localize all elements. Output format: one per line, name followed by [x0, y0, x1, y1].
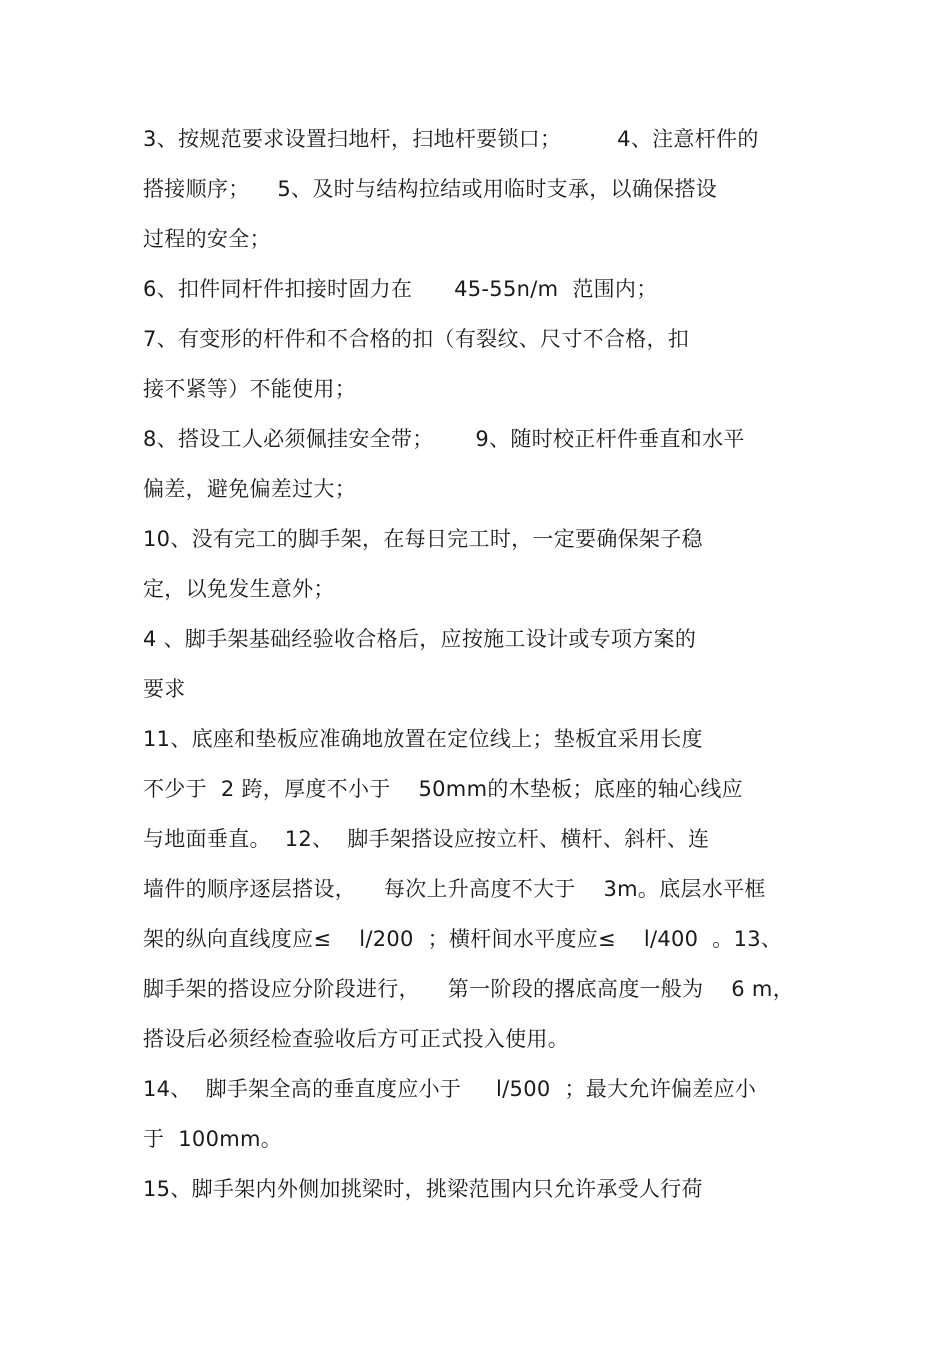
text-line: 6、扣件同杆件扣接时固力在 45-55n/m 范围内； — [143, 277, 658, 301]
text-line: 搭接顺序； 5、及时与结构拉结或用临时支承，以确保搭设 — [143, 177, 718, 201]
text-line: 3、按规范要求设置扫地杆，扫地杆要锁口； 4、注意杆件的 — [143, 127, 759, 151]
text-line: 接不紧等）不能使用； — [143, 377, 356, 401]
document-body — [143, 121, 843, 1221]
text-line: 8、搭设工人必须佩挂安全带； 9、随时校正杆件垂直和水平 — [143, 427, 745, 451]
text-line: 14、 脚手架全高的垂直度应小于 l/500 ；最大允许偏差应小 — [143, 1077, 757, 1101]
text-line: 于 100mm。 — [143, 1127, 283, 1151]
text-line: 搭设后必须经检查验收后方可正式投入使用。 — [143, 1027, 569, 1051]
text-line: 要求 — [143, 677, 186, 701]
text-line: 10、没有完工的脚手架，在每日完工时，一定要确保架子稳 — [143, 527, 703, 551]
text-line: 7、有变形的杆件和不合格的扣（有裂纹、尺寸不合格，扣 — [143, 327, 690, 351]
text-line: 不少于 2 跨，厚度不小于 50mm的木垫板；底座的轴心线应 — [143, 777, 743, 801]
text-line: 脚手架的搭设应分阶段进行， 第一阶段的撂底高度一般为 6 m， — [143, 977, 794, 1001]
text-line: 定，以免发生意外； — [143, 577, 335, 601]
text-line: 偏差，避免偏差过大； — [143, 477, 356, 501]
text-line: 过程的安全； — [143, 227, 271, 251]
text-line: 15、脚手架内外侧加挑梁时，挑梁范围内只允许承受人行荷 — [143, 1177, 703, 1201]
text-line: 墙件的顺序逐层搭设， 每次上升高度不大于 3m。底层水平框 — [143, 877, 766, 901]
text-line: 4 、脚手架基础经验收合格后，应按施工设计或专项方案的 — [143, 627, 697, 651]
text-line: 11、底座和垫板应准确地放置在定位线上；垫板宜采用长度 — [143, 727, 703, 751]
text-line: 与地面垂直。 12、 脚手架搭设应按立杆、横杆、斜杆、连 — [143, 827, 710, 851]
text-line: 架的纵向直线度应≤ l/200 ；横杆间水平度应≤ l/400 。13、 — [143, 927, 783, 951]
